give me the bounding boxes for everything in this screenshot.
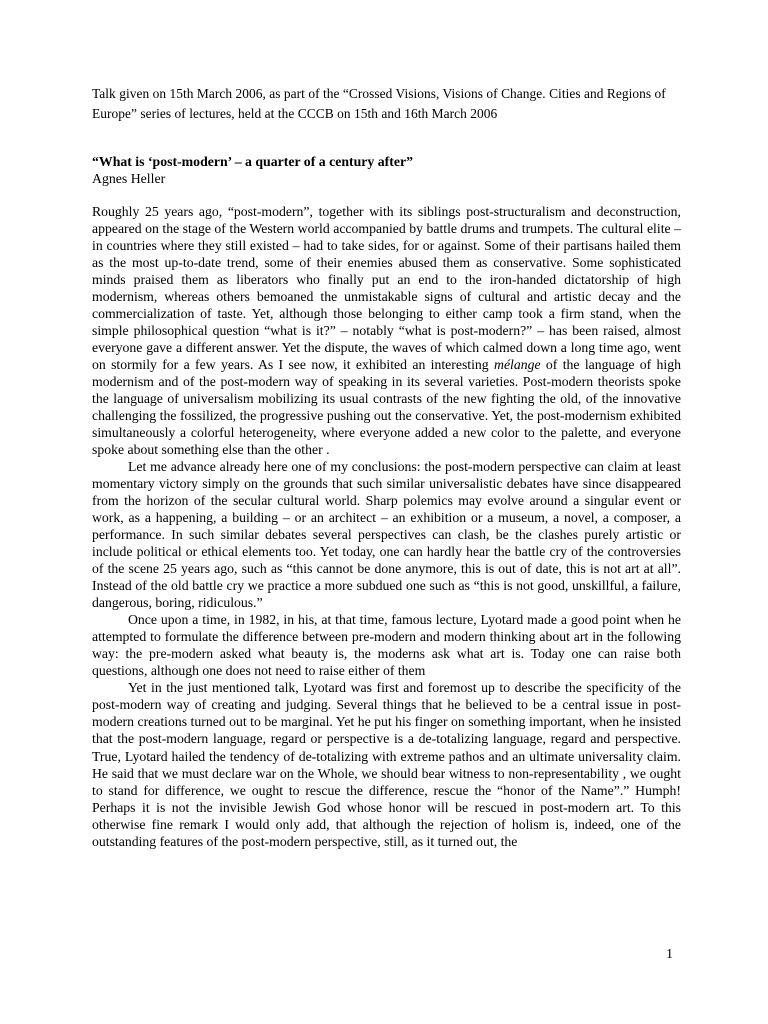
page-number: 1 — [666, 947, 673, 962]
paragraph-3: Once upon a time, in 1982, in his, at that time, famous lecture, Lyotard made a good point when he attempted to formulate the difference between pre-modern and modern thinking about art in the following way: the pre-modern asked what beauty is, the moderns ask what art is. Today one can raise both questions, although one does not need to raise either of them — [92, 612, 681, 679]
paragraph-1-italic-term: mélange — [494, 357, 541, 373]
talk-header: Talk given on 15th March 2006, as part of the “Crossed Visions, Visions of Change. Cities and Regions of Europe” series of lectures, held at the CCCB on 15th and 16th March 2006 — [92, 86, 666, 121]
paragraph-1 — [92, 203, 681, 458]
article-body — [92, 203, 681, 850]
paragraph-1-text-start: Roughly 25 years ago, “post-modern”, together with its siblings post-structuralism and deconstruction, appeared on the stage of the Western world accompanied by battle drums and trumpets. The cultural elite – in countries where they still existed – had to take sides, for or against. Some of their partisans hailed them as the most up-to-date trend, some of their enemies abused them as conservative. Some sophisticated minds praised them as liberators who finally put an end to the iron-handed dictatorship of high modernism, whereas others bemoaned the unmistakable signs of cultural and artistic decay and the commercialization of taste. Yet, although those belonging to either camp took a firm stand, when the simple philosophical question “what is it?” – notably “what is post-modern?” – has been raised, almost everyone gave a different answer. Yet the dispute, the waves of which calmed down a long time ago, went on stormily for a few years. As I see now, it exhibited an interesting — [92, 204, 681, 373]
paragraph-2: Let me advance already here one of my conclusions: the post-modern perspective can claim at least momentary victory simply on the grounds that such similar universalistic debates have since disappeared from the horizon of the secular cultural world. Sharp polemics may evolve around a singular event or work, as a happening, a building – or an architect – an exhibition or a museum, a novel, a composer, a performance. In such similar debates several perspectives can clash, be the clashes purely artistic or include political or ethical elements too. Yet today, one can hardly hear the battle cry of the controversies of the scene 25 years ago, such as “this cannot be done anymore, this is out of date, this is not art at all”. Instead of the old battle cry we practice a more subdued one such as “this is not good, unskillful, a failure, dangerous, boring, ridiculous.” — [92, 459, 681, 611]
article-author: Agnes Heller — [92, 171, 166, 186]
article-title: “What is ‘post-modern’ – a quarter of a century after” — [92, 154, 413, 169]
paragraph-4: Yet in the just mentioned talk, Lyotard was first and foremost up to describe the specificity of the post-modern way of creating and judging. Several things that he believed to be a central issue in post-modern creations turned out to be marginal. Yet he put his finger on something important, when he insisted that the post-modern language, regard or perspective is a de-totalizing language, regard and perspective. True, Lyotard hailed the tendency of de-totalizing with extreme pathos and an ultimate universality claim. He said that we must declare war on the Whole, we should bear witness to non-representability , we ought to stand for difference, we ought to rescue the difference, rescue the “honor of the Name”.” Humph! Perhaps it is not the invisible Jewish God whose honor will be rescued in post-modern art. To this otherwise fine remark I would only add, that although the rejection of holism is, indeed, one of the outstanding features of the post-modern perspective, still, as it turned out, the — [92, 680, 681, 849]
paragraph-1-text-end: of the language of high modernism and of the post-modern way of speaking in its several varieties. Post-modern theorists spoke the language of universalism mobilizing its usual contrasts of the new fighting the old, of the innovative challenging the fossilized, the progressive pushing out the conservative. Yet, the post-modernism exhibited simultaneously a colorful heterogeneity, where everyone added a new color to the palette, and everyone spoke about something else than the other . — [92, 357, 682, 458]
